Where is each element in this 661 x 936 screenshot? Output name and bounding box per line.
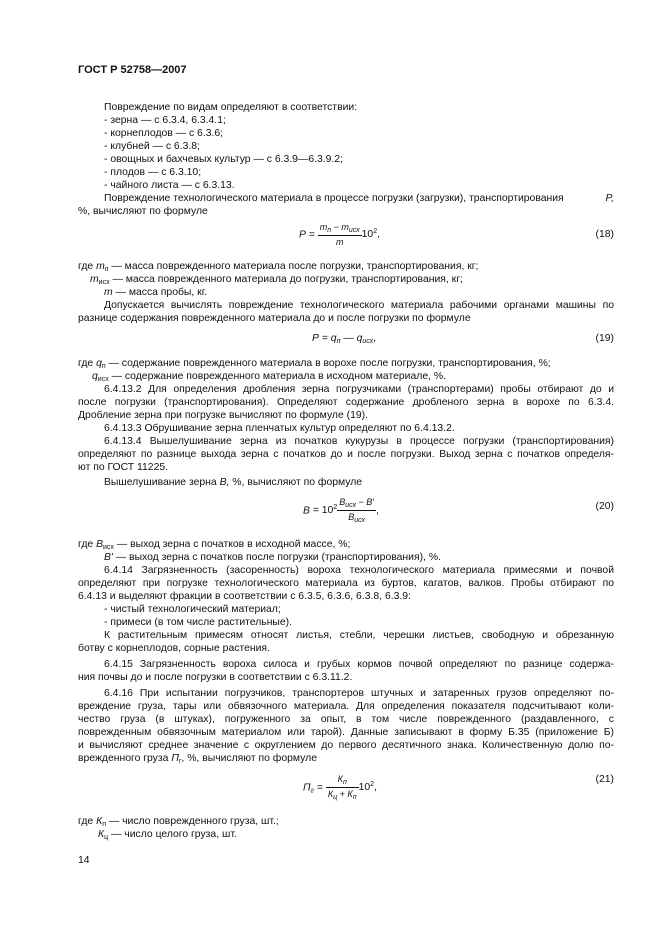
formula-19: $P = q_п$ — $q_{исх}$,: [312, 333, 377, 345]
fraction: $\frac{B_{исх} - B'}{B_{исх}}$: [339, 497, 374, 524]
text-line: ют по ГОСТ 11225.: [78, 462, 169, 473]
definition-line: $q_{исх}$ — содержание поврежденного материала в исходном материале, %.: [92, 371, 446, 383]
equation-number: (19): [595, 333, 614, 344]
list-item: - корнеплодов — с 6.3.6;: [104, 128, 224, 139]
text-line: %, вычисляют по формуле: [78, 206, 208, 217]
text-line: вреждение груза, тары или обвязочного материала. Для определения показателя подсчитывают коли-: [78, 701, 614, 712]
text-line: 6.4.16 При испытании погрузчиков, транспортеров штучных и затаренных грузов определяют по-: [104, 688, 614, 699]
text-line: 6.4.13 и выделяют фракции в соответствии с 6.3.5, 6.3.6, 6.3.8, 6.3.9:: [78, 591, 411, 602]
definition-line: $m_{исх}$ — масса поврежденного материала до погрузки, транспортирования, кг;: [90, 274, 463, 286]
text-line: определяют при погрузке технологического материала из буртов, кагатов, валков. Пробы отбирают по: [78, 578, 614, 589]
text-line: врежденного груза $П_г$, %, вычисляют по формуле: [78, 753, 317, 765]
equation-number: (20): [595, 501, 614, 512]
variable: P,: [605, 193, 614, 204]
definition-line: B′ — выход зерна с початков после погрузки (транспортирования), %.: [104, 552, 441, 563]
text-line: чество груза (в штуках), погруженного за опыт, в том числе поврежденного (раздавленного, с: [78, 714, 614, 725]
text-line: 6.4.15 Загрязненность вороха силоса и грубых кормов почвой определяют по разнице содержа-: [104, 659, 614, 670]
text-line: разнице содержания поврежденного материала до и после погрузки по формуле: [78, 313, 471, 324]
text-line: и вычисляют среднее значение с округлением до первого десятичного знака. Количественную долю по-: [78, 740, 614, 751]
list-item: - клубней — с 6.3.8;: [104, 141, 200, 152]
text-line: Вышелушивание зерна B, %, вычисляют по формуле: [104, 477, 363, 488]
equation-number: (21): [595, 774, 614, 785]
text-line: 6.4.14 Загрязненность (засоренность) вороха технологического материала примесями и почвой: [104, 565, 614, 576]
equation-number: (18): [595, 229, 614, 240]
list-item: - плодов — с 6.3.10;: [104, 167, 202, 178]
text-line: ния почвы до и после погрузки в соответствии с 6.3.11.2.: [78, 672, 353, 683]
definition-line: m — масса пробы, кг.: [104, 287, 208, 298]
formula-21: $П_г$ = $\frac{К_п}{К_ц + К_п}$ $10^2$,: [303, 774, 377, 801]
text-line: Повреждение по видам определяют в соответствии:: [104, 102, 358, 113]
list-item: - чайного листа — с 6.3.13.: [104, 180, 235, 191]
definition-line: где $К_п$ — число поврежденного груза, шт.;: [78, 816, 279, 828]
document-header: ГОСТ Р 52758—2007: [78, 64, 187, 76]
text-line: [104, 192, 614, 205]
definition-line: где $B_{исх}$ — выход зерна с початков в исходной массе, %;: [78, 539, 351, 551]
fraction: $\frac{m_п - m_{исх}}{m}$: [319, 222, 360, 247]
text-fragment: Повреждение технологического материала в процессе погрузки (загрузки), транспортирования: [104, 193, 564, 204]
formula-20: $B = 10^2$ $\frac{B_{исх} - B'}{B_{исх}}$ ,: [303, 497, 379, 524]
text-line: 6.4.13.2 Для определения дробления зерна погрузчиками (транспортерами) пробы отбирают до и: [104, 384, 614, 395]
definition-line: где $q_п$ — содержание поврежденного материала в ворохе после погрузки, транспортирования, %;: [78, 358, 551, 370]
list-item: - чистый технологический материал;: [104, 604, 281, 615]
list-item: - примеси (в том числе растительные).: [104, 617, 293, 628]
text-line: Дробление зерна при погрузке вычисляют по формуле (19).: [78, 410, 368, 421]
text-line: определяют по разнице выхода зерна с початков до и после погрузки. Выход зерна с початков определя-: [78, 449, 614, 460]
formula-18: P = $\frac{m_п - m_{исх}}{m}$ $10^2$,: [299, 222, 381, 247]
list-item: - овощных и бахчевых культур — с 6.3.9—6.3.9.2;: [104, 154, 343, 165]
text-line: К растительным примесям относят листья, стебли, черешки листьев, свободную и обрезанную: [104, 630, 614, 641]
text-line: Допускается вычислять повреждение технологического материала рабочими органами машины по: [104, 300, 614, 311]
definition-line: $К_ц$ — число целого груза, шт.: [98, 829, 237, 841]
fraction: $\frac{К_п}{К_ц + К_п}$: [327, 774, 357, 801]
text-line: 6.4.13.3 Обрушивание зерна пленчатых культур определяют по 6.4.13.2.: [104, 423, 455, 434]
text-line: ботву с корнеплодов, сорные растения.: [78, 643, 270, 654]
text-line: после погрузки (транспортирования). Определяют содержание дробленого зерна в ворохе по 6.3.4.: [78, 397, 614, 408]
text-line: 6.4.13.4 Вышелушивание зерна из початков кукурузы в процессе погрузки (транспортирования): [104, 436, 614, 447]
page-number: 14: [78, 855, 90, 866]
text-line: поврежденным обвязочным материалом или тарой). Данные записывают в форму Б.35 (приложение Б): [78, 727, 614, 738]
list-item: - зерна — с 6.3.4, 6.3.4.1;: [104, 115, 226, 126]
definition-line: где $m_п$ — масса поврежденного материала после погрузки, транспортирования, кг;: [78, 261, 479, 273]
